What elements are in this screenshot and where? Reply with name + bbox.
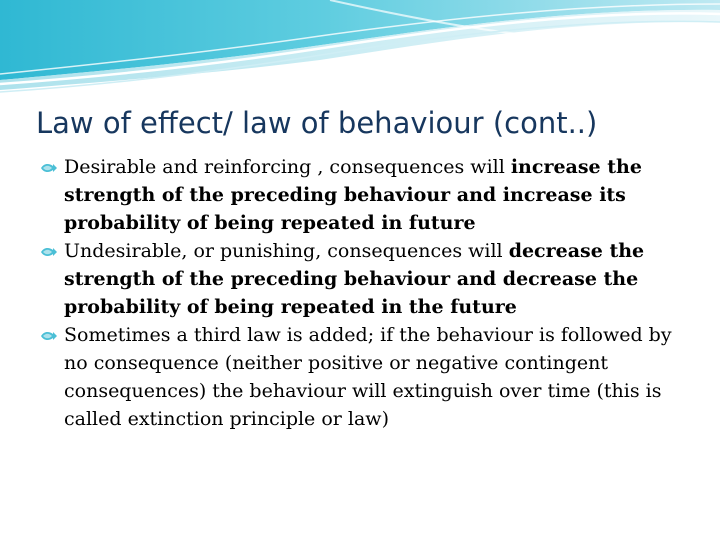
arrow-bullet-icon (40, 246, 58, 258)
bullet-text: Desirable and reinforcing , consequences will (64, 156, 511, 178)
arrow-bullet-icon (40, 330, 58, 342)
bullet-text: Undesirable, or punishing, consequences will (64, 240, 509, 262)
bullet-item (40, 237, 680, 321)
bullet-item (40, 153, 680, 237)
bullet-list (40, 153, 680, 433)
bullet-text: Sometimes a third law is added; if the behaviour is followed by no consequence (neither positive or negative contingent consequences) the behaviour will extinguish over time (this is called extinction principle or law) (64, 324, 672, 430)
arrow-bullet-icon (40, 162, 58, 174)
bullet-text-bold: increase the strength of the preceding behaviour and increase its probability of being repeated in future (64, 156, 642, 234)
header-wave-decoration (0, 0, 720, 95)
bullet-text-bold: decrease the strength of the preceding behaviour and decrease the probability of being repeated in the future (64, 240, 645, 318)
slide-title: Law of effect/ law of behaviour (cont..) (36, 106, 598, 140)
bullet-item (40, 321, 680, 433)
